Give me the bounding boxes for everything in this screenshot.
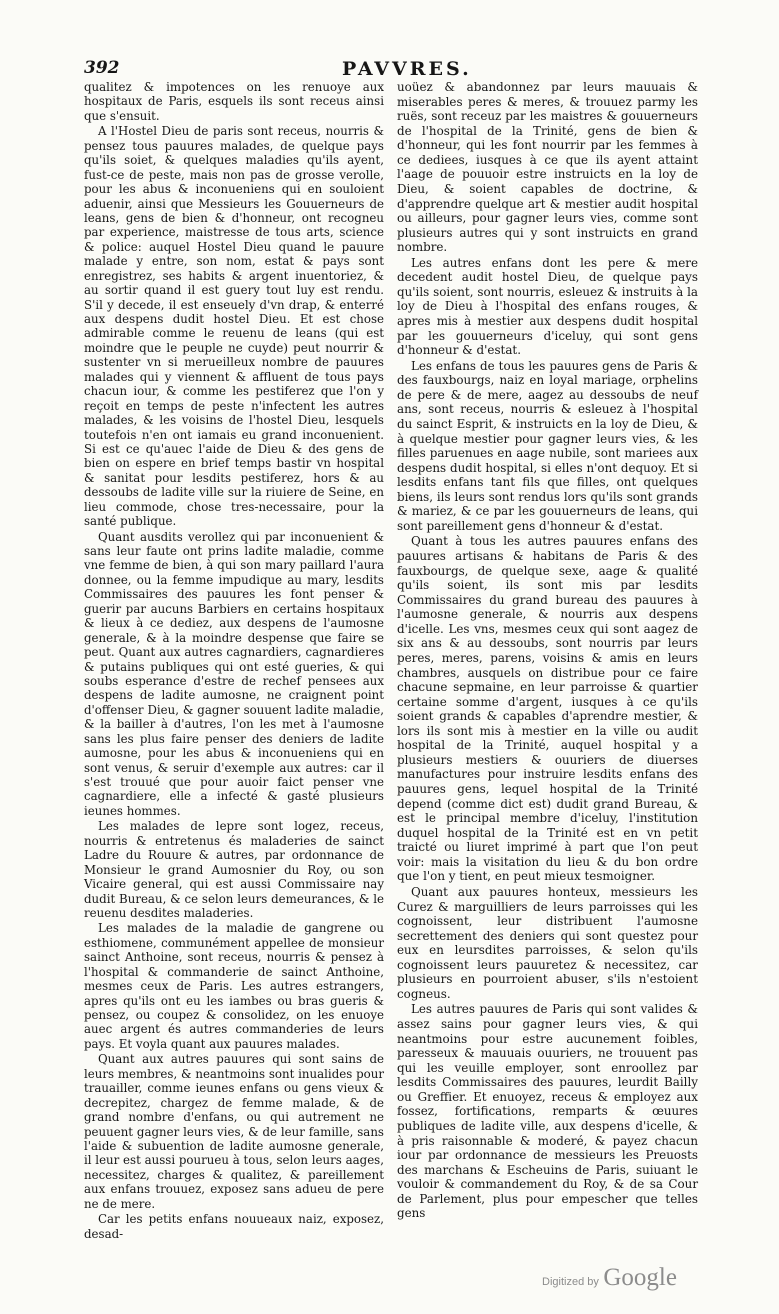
paragraph: Quant ausdits verollez qui par inconuenient & sans leur faute ont prins ladite maladie, comme vne femme de bien, à qui son mary paillard l'aura donnee, ou la femme impudique au mary, lesdits Commissaires des pauures les font penser & guerir par aucuns Barbiers en certains hospitaux & lieux à ce dediez, aux despens de l'aumosne generale, & à la moindre despense que faire se peut. Quant aux autres cagnardiers, cagnardieres & putains publiques qui ont esté gueries, & qui soubs esperance d'estre de rechef pensees aux despens de ladite aumosne, ne craignent point d'offenser Dieu, & gagner souuent ladite maladie, & la bailler à d'autres, l'on les met à l'aumosne sans les plus faire penser des deniers de ladite aumosne, pour les abus & inconueniens qui en sont venus, & seruir d'exemple aux autres: car il s'est trouué que pour auoir faict penser vne cagnardiere, elle a infecté & gasté plusieurs ieunes hommes. bbox=[84, 529, 384, 818]
right-column bbox=[397, 80, 698, 1222]
paragraph: Quant aux autres pauures qui sont sains de leurs membres, & neantmoins sont inualides pour trauailler, comme ieunes enfans ou gens vieux & decrepitez, chargez de femme malade, & de grand nombre d'enfans, ou qui autrement ne peuuent gagner leurs vies, & de leur famille, sans l'aide & subuention de ladite aumosne generale, il leur est aussi pourueu à tous, selon leurs aages, necessitez, charges & qualitez, & pareillement aux enfans trouuez, exposez sans adueu de pere ne de mere. bbox=[84, 1052, 384, 1211]
digitized-watermark bbox=[542, 1264, 677, 1292]
paragraph: Les malades de la maladie de gangrene ou esthiomene, communément appellee de monsieur sainct Anthoine, sont receus, nourris & pensez à l'hospital & commanderie de sainct Anthoine, mesmes ceux de Paris. Les autres estrangers, apres qu'ils ont eu les iambes ou bras gueris & pensez, ou coupez & consolidez, on les enuoye auec argent és autres commanderies de leurs pays. Et voyla quant aux pauures malades. bbox=[84, 921, 384, 1051]
paragraph: Les autres pauures de Paris qui sont valides & assez sains pour gagner leurs vies, & qui neantmoins pour estre aucunement foibles, paresseux & mauuais ouuriers, ne trouuent pas qui les veuille employer, sont enroollez par lesdits Commissaires des pauures, leurdit Bailly ou Greffier. Et enuoyez, receus & employez aux fossez, fortifications, remparts & œuures publiques de ladite ville, aux despens d'icelle, & à pris raisonnable & moderé, & payez chacun iour par ordonnance de messieurs les Preuosts des marchans & Escheuins de Paris, suiuant le vouloir & commandement du Roy, & de sa Cour de Parlement, plus pour empescher que telles gens bbox=[397, 1002, 698, 1221]
paragraph: Car les petits enfans nouueaux naiz, exposez, desad- bbox=[84, 1212, 384, 1241]
page-number: 392 bbox=[84, 58, 120, 78]
paragraph: Quant à tous les autres pauures enfans des pauures artisans & habitans de Paris & des fauxbourgs, de quelque sexe, aage & qualité qu'ils soient, ils sont mis par lesdits Commissaires du grand bureau des pauures à l'aumosne generale, & nourris aux despens d'icelle. Les vns, mesmes ceux qui sont aagez de six ans & au dessoubs, sont nourris par leurs peres, meres, parens, voisins & amis en leurs chambres, ausquels on distribue pour ce faire chacune sepmaine, en leur parroisse & quartier certaine somme d'argent, iusques à ce qu'ils soient grands & capables d'aprendre mestier, & lors ils sont mis à mestier en la ville ou audit hospital de la Trinité, auquel hospital y a plusieurs mestiers & ouuriers de diuerses manufactures pour instruire lesdits enfans des pauures gens, lequel hospital de la Trinité depend (comme dict est) dudit grand Bureau, & est le principal membre d'iceluy, l'institution duquel hospital de la Trinité est en vn petit traicté ou liuret imprimé à part que l'on peut voir: mais la visitation du lieu & du bon ordre que l'on y tient, en peut mieux tesmoigner. bbox=[397, 534, 698, 884]
google-logo: Google bbox=[603, 1264, 677, 1291]
paragraph: A l'Hostel Dieu de paris sont receus, nourris & pensez tous pauures malades, de quelque pays qu'ils soiet, & quelques maladies qu'ils ayent, fust-ce de peste, mais non pas de grosse verolle, pour les abus & inconueniens qui en souloient aduenir, ainsi que Messieurs les Gouuerneurs de leans, gens de bien & d'honneur, ont recogneu par experience, maistresse de tous arts, science & police: auquel Hostel Dieu quand le pauure malade y entre, son nom, estat & pays sont enregistrez, ses habits & argent inuentoriez, & au sortir quand il est guery tout luy est rendu. S'il y decede, il est enseuely d'vn drap, & enterré aux despens dudit hostel Dieu. Et est chose admirable comme le reuenu de leans (qui est moindre que le peuple ne cuyde) peut nourrir & sustenter vn si merueilleux nombre de pauures malades qui y viennent & affluent de tous pays chacun iour, & comme les pestiferez que l'on y reçoit en temps de peste n'infectent les autres malades, & les voisins de l'hostel Dieu, lesquels toutefois n'en ont iamais eu grand inconuenient. Si est ce qu'auec l'aide de Dieu & des gens de bien on espere en brief temps bastir vn hospital & sanitat pour lesdits pestiferez, hors & au dessoubs de ladite ville sur la riuiere de Seine, en lieu commode, chose tres-necessaire, pour la santé publique. bbox=[84, 124, 384, 529]
paragraph: qualitez & impotences on les renuoye aux hospitaux de Paris, esquels ils sont receus ainsi que s'ensuit. bbox=[84, 80, 384, 123]
paragraph: uoüez & abandonnez par leurs mauuais & miserables peres & meres, & trouuez parmy les ruës, sont receuz par les maistres & gouuerneurs de l'hospital de la Trinité, gens de bien & d'honneur, qui les font nourrir par les femmes à ce dediees, iusques à ce que ils ayent attaint l'aage de pouuoir estre instruicts en la loy de Dieu, & soient capables de doctrine, & d'apprendre quelque art & mestier audit hospital ou ailleurs, pour gagner leurs vies, comme sont plusieurs autres qui y sont instruicts en grand nombre. bbox=[397, 80, 698, 255]
left-column bbox=[84, 80, 384, 1242]
paragraph: Les autres enfans dont les pere & mere decedent audit hostel Dieu, de quelque pays qu'ils soient, sont nourris, esleuez & instruits à la loy de Dieu à l'hospital des enfans rouges, & apres mis à mestier aux despens dudit hospital par les gouuerneurs d'iceluy, qui sont gens d'honneur & d'estat. bbox=[397, 255, 698, 358]
running-title: PAVVRES. bbox=[342, 58, 472, 80]
paragraph: Les enfans de tous les pauures gens de Paris & des fauxbourgs, naiz en loyal mariage, orphelins de pere & de mere, aagez au dessoubs de neuf ans, sont receus, nourris & esleuez à l'hospital du sainct Esprit, & instruicts en la loy de Dieu, & à quelque mestier pour gagner leurs vies, & les filles paruenues en aage nubile, sont mariees aux despens dudit hospital, si elles n'ont dequoy. Et si lesdits enfans tant fils que filles, ont quelques biens, ils leurs sont rendus lors qu'ils sont grands & mariez, & ce par les gouuerneurs de leans, qui sont pareillement gens d'honneur & d'estat. bbox=[397, 358, 698, 533]
paragraph: Les malades de lepre sont logez, receus, nourris & entretenus és maladeries de sainct Ladre du Rouure & autres, par ordonnance de Monsieur le grand Aumosnier du Roy, ou son Vicaire general, qui est aussi Commissaire nay dudit Bureau, & ce selon leurs demeurances, & le reuenu desdites maladeries. bbox=[84, 819, 384, 920]
paragraph: Quant aux pauures honteux, messieurs les Curez & marguilliers de leurs parroisses qui les cognoissent, leur distribuent l'aumosne secrettement des deniers qui sont questez pour eux en leursdites parroisses, & selon qu'ils cognoissent leurs pauuretez & necessitez, car plusieurs en pourroient abuser, s'ils n'estoient cogneus. bbox=[397, 884, 698, 1001]
digitized-label: Digitized by bbox=[542, 1276, 599, 1288]
